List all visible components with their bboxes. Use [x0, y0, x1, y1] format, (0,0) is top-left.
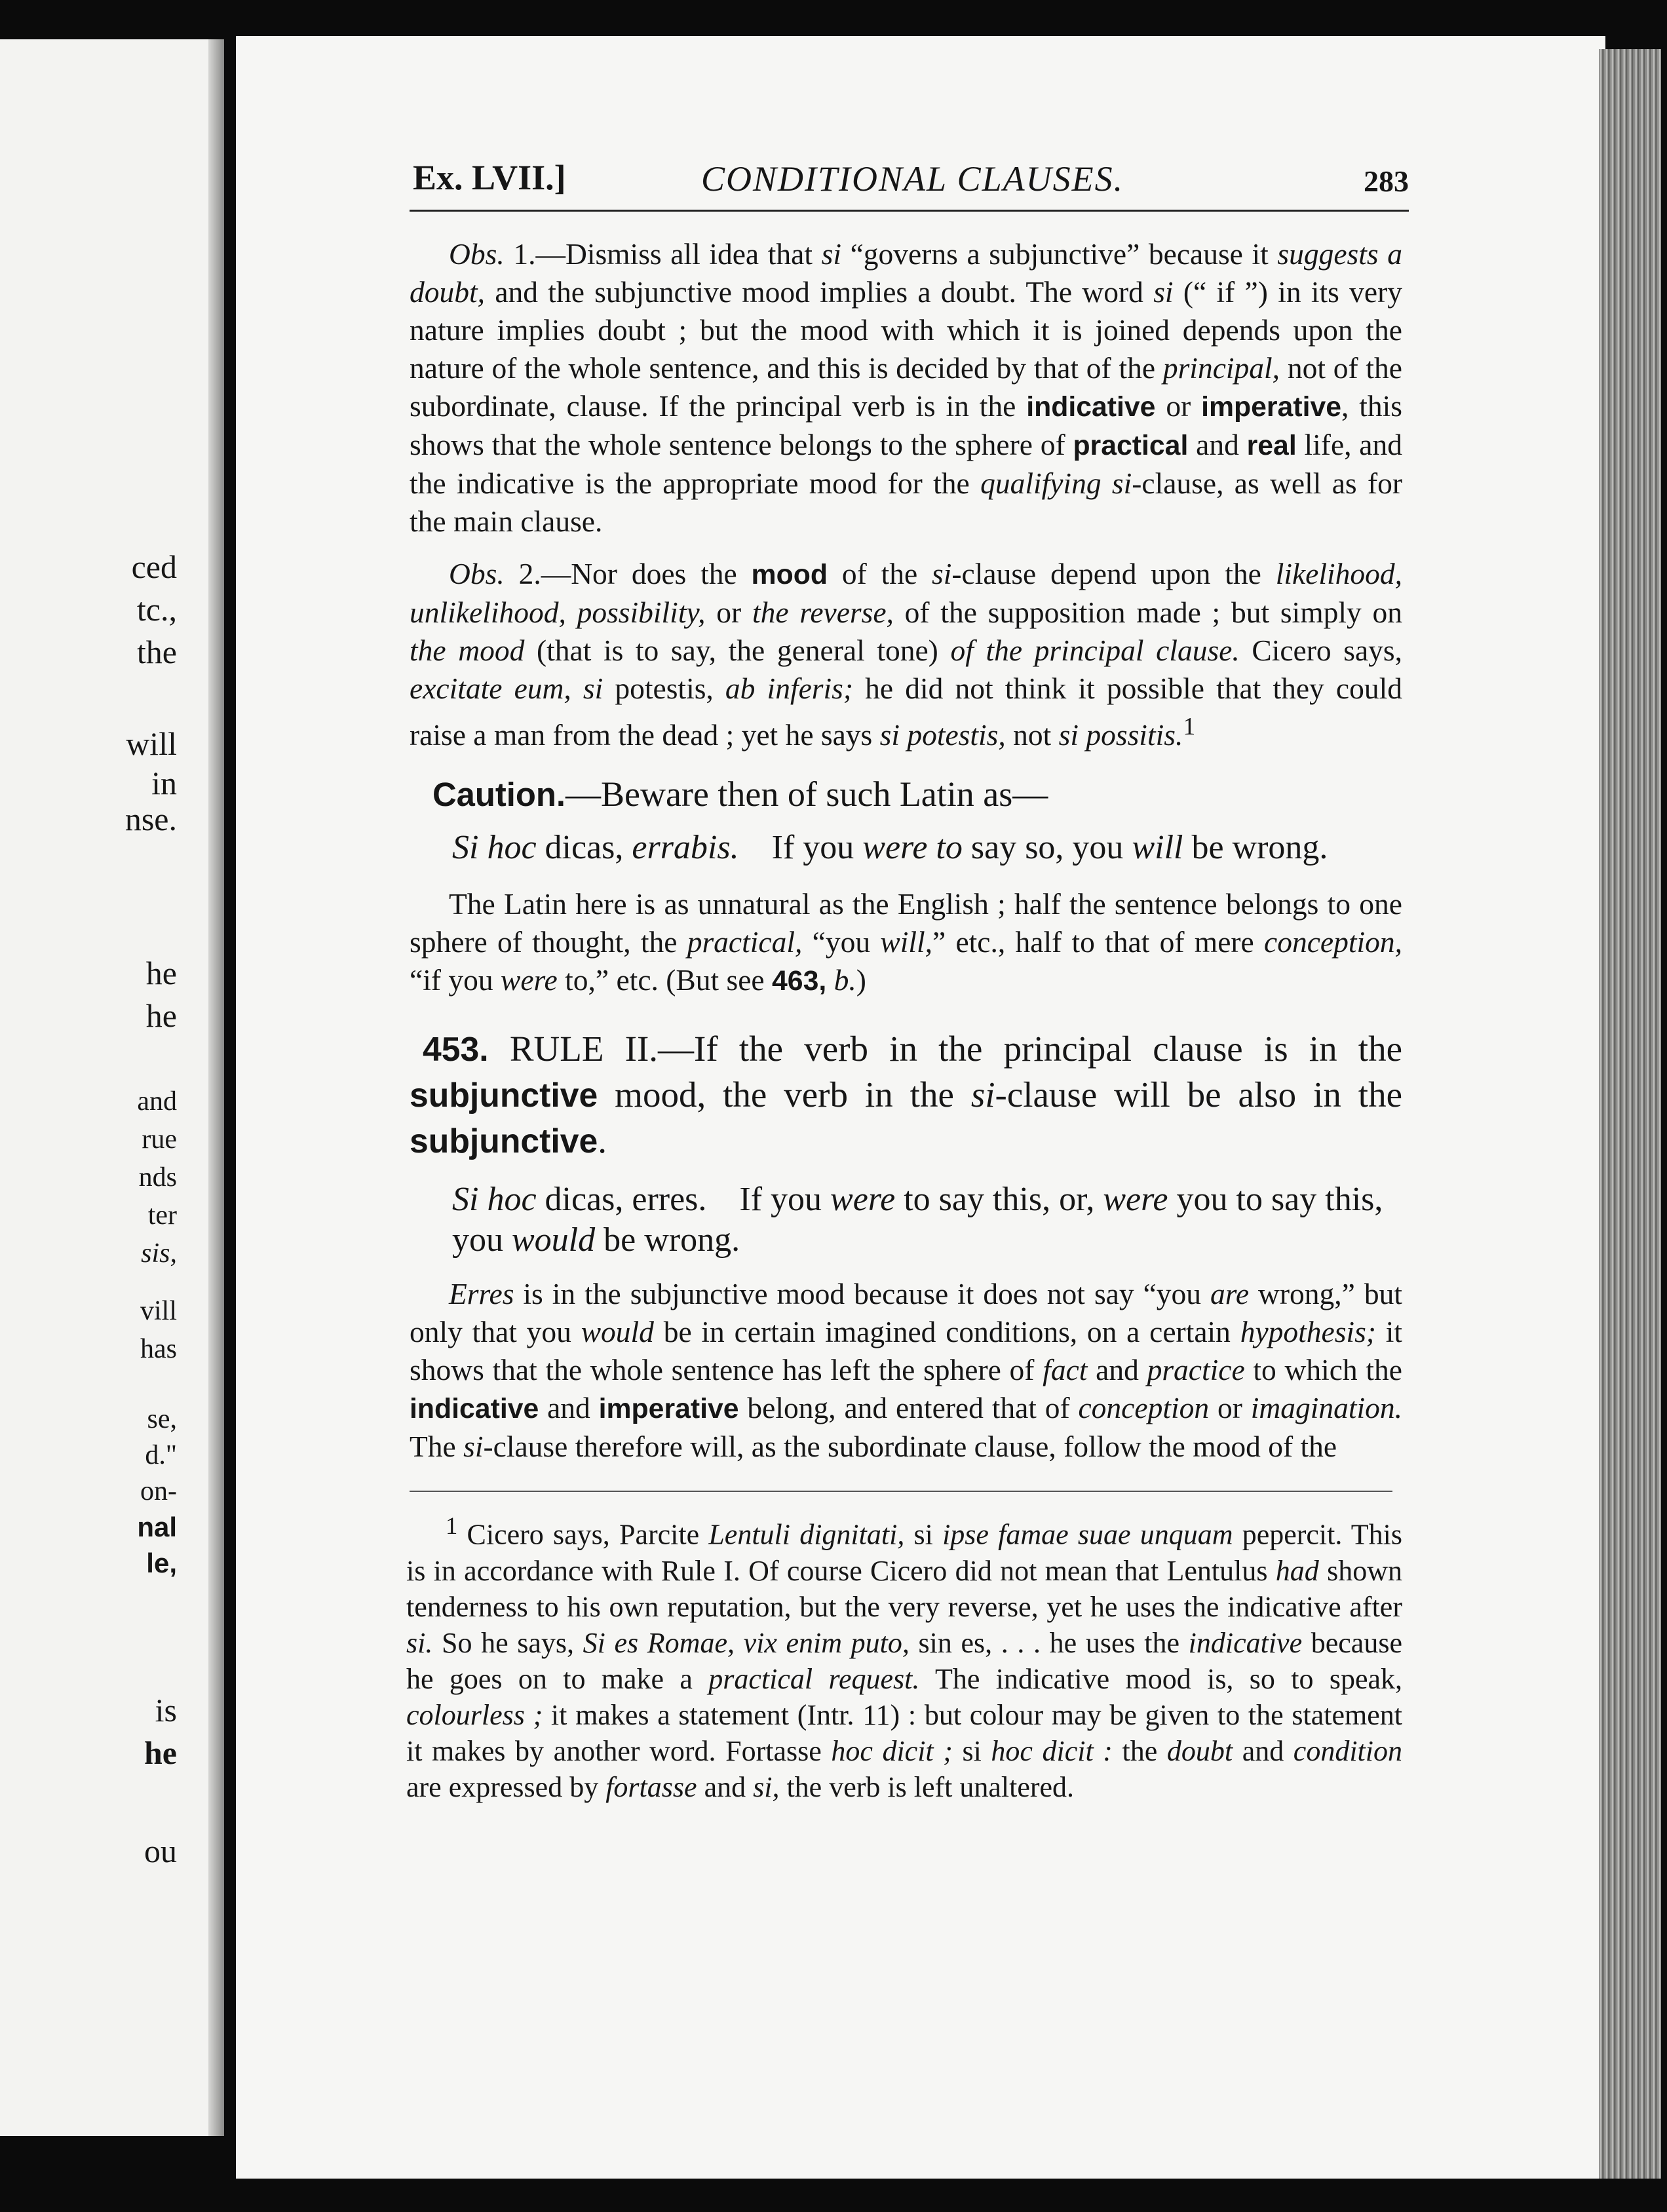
left-fragment: rue: [142, 1124, 177, 1154]
left-fragment: ter: [147, 1200, 177, 1230]
left-fragment: nal: [137, 1512, 177, 1542]
running-header: [380, 151, 1409, 210]
left-fragment: le,: [146, 1548, 177, 1578]
left-fragment: sis,: [141, 1238, 177, 1268]
left-fragment: nds: [138, 1162, 177, 1192]
header-rule: [410, 210, 1409, 212]
book-gutter: [208, 39, 224, 2136]
page-number: 283: [1364, 164, 1409, 198]
left-fragment: will: [126, 725, 177, 762]
left-fragment: on-: [140, 1476, 177, 1506]
rule-453: 453. RULE II.—If the verb in the principal clause is in the subjunctive mood, the verb in the si-clause will be also in the subjunctive.: [410, 1029, 1402, 1161]
section-ref-463[interactable]: 463,: [772, 965, 827, 997]
commentary-2: Erres is in the subjunctive mood because it does not say “you are wrong,” but only that you would be in certain imagined conditions, on a certain hypothesis; it shows that the whole sentence has left the sphere of fact and practice to which the indicative and imperative belong, and entered that of conception or imagination. The si-clause therefore will, as the subordinate clause, follow the mood of the: [410, 1277, 1402, 1464]
left-fragment: has: [140, 1334, 177, 1364]
left-fragment: ced: [131, 548, 177, 585]
caution-line: Caution.—Beware then of such Latin as—: [432, 774, 1048, 814]
section-number: 453.: [423, 1030, 489, 1069]
section-label: Ex. LVII.]: [413, 158, 566, 197]
page-edges: [1599, 49, 1661, 2179]
left-fragment: is: [155, 1692, 177, 1728]
footnote-ref[interactable]: 1: [1183, 713, 1196, 740]
footnote-1: $^1$ Cicero says, Parcite Lentuli dignitati, si ipse famae suae unquam pepercit. This is in accordance with Rule I. Of course Cicero did not mean that Lentulus had shown tenderness to his own reputation, but the very reverse, yet he uses the indicative after si. So he says, Si es Romae, vix enim puto, sin es, . . . he uses the indicative because he goes on to make a practical request. The indicative mood is, so to speak, colourless ; it makes a statement (Intr. 11) : but colour may be given to the statement it makes by another word. Fortasse hoc dicit ; si hoc dicit : the doubt and condition are expressed by fortasse and si, the verb is left unaltered.: [406, 1512, 1403, 1803]
observation-2: Obs. 2.—Nor does the mood of the si-clause depend upon the likelihood, unlikelihood, possibility, or the reverse, of the supposition made ; but simply on the mood (that is to say, the general tone) of the principal clause. Cicero says, excitate eum, si potestis, ab inferis; he did not think it possible that they could raise a man from the dead ; yet he says si potestis, not si possitis.$^1$: [410, 557, 1403, 752]
left-fragment: the: [136, 634, 177, 670]
left-fragment: tc.,: [136, 591, 177, 628]
left-fragment: and: [137, 1086, 177, 1116]
left-fragment: he: [145, 955, 177, 991]
observation-1: Obs. 1.—Dismiss all idea that si “governs a subjunctive” because it suggests a doubt, and the subjunctive mood implies a doubt. The word si (“ if ”) in its very nature implies doubt ; but the mood with which it is joined depends upon the nature of the whole sentence, and this is decided by that of the principal, not of the subordinate, clause. If the principal verb is in the indicative or imperative, this shows that the whole sentence belongs to the sphere of practical and real life, and the indicative is the appropriate mood for the qualifying si-clause, as well as for the main clause.: [410, 237, 1403, 538]
left-fragment: he: [145, 997, 177, 1034]
example-1: Si hoc dicas, errabis. If you were to say so, you will be wrong.: [452, 829, 1328, 867]
left-fragment: nse.: [125, 801, 177, 837]
left-fragment: vill: [140, 1296, 177, 1326]
page-content: [380, 151, 1409, 1805]
commentary-1: The Latin here is as unnatural as the English ; half the sentence belongs to one sphere of thought, the practical, “you will,” etc., half to that of mere conception, “if you were to,” etc. (But see 463, b.): [410, 887, 1403, 997]
footnote-marker: 1: [446, 1512, 458, 1540]
left-fragment: he: [144, 1734, 177, 1771]
left-fragment: ou: [144, 1833, 177, 1869]
left-fragment: in: [151, 765, 177, 801]
page-title: CONDITIONAL CLAUSES.: [701, 159, 1124, 199]
left-fragment: d.": [145, 1440, 177, 1470]
footnote-rule: [410, 1491, 1392, 1492]
left-fragment: se,: [147, 1404, 177, 1434]
example-2: Si hoc dicas, erres. If you were to say this, or, were you to say this, you would be wrong.: [452, 1181, 1383, 1259]
